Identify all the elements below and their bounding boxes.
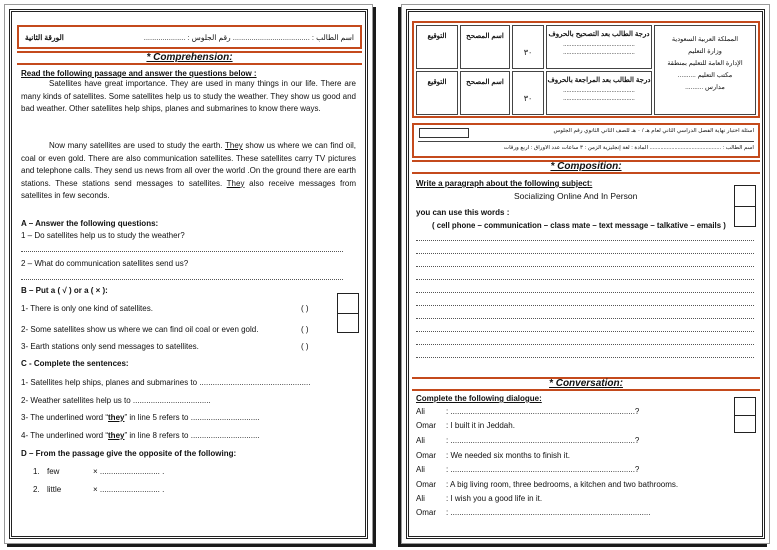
composition-line-8[interactable]	[416, 331, 754, 332]
left-exam-page	[4, 4, 373, 544]
passage-paragraph-1: Satellites have great importance. They are used in many things in our life. There are many kinds of satellites. Some satellites help us to study the weather. They show us good and bad weather. Other satellites help ships, planes and submarines to know there ways.	[21, 79, 356, 113]
composition-line-6[interactable]	[416, 305, 754, 306]
conversation-mark-box	[734, 397, 756, 433]
b-answer-3[interactable]: ( )	[301, 342, 309, 351]
total-mark-cell-1: ٣٠	[512, 25, 544, 69]
right-exam-page	[401, 4, 770, 544]
b-answer-2[interactable]: ( )	[301, 325, 309, 334]
right-header-grid	[412, 21, 760, 118]
seat-number-box[interactable]	[419, 128, 469, 138]
b-statement-1: 1- There is only one kind of satellites.	[21, 304, 153, 313]
d-item-1-word: few	[47, 467, 60, 476]
a-question-1: 1 – Do satellites help us to study the weather?	[21, 231, 185, 240]
exam-info-box	[412, 123, 760, 158]
composition-title-bar	[412, 160, 760, 174]
composition-line-3[interactable]	[416, 266, 754, 267]
signature-cell-1: التوقيع	[416, 25, 458, 69]
dialogue-line-6: : A big living room, three bedrooms, a kitchen and two bathrooms.	[446, 480, 679, 489]
section-b-title: B – Put a ( √ ) or a ( × ):	[21, 286, 108, 295]
dialogue-line-8[interactable]: : ..........................................................................................	[446, 508, 651, 517]
complete-dialogue-instruction: Complete the following dialogue:	[416, 394, 542, 403]
d-item-1-answer[interactable]: × ........................... .	[93, 467, 165, 476]
comprehension-title: * Comprehension:	[146, 52, 233, 63]
reading-instruction: Read the following passage and answer the questions below :	[21, 69, 257, 78]
student-name-label: اسم الطالب : ..................................... رقم الجلوس : ....................	[143, 33, 354, 42]
dialogue-speaker-2: Omar	[416, 421, 436, 430]
c-sentence-4[interactable]: 4- The underlined word “they” in line 8 refers to ...............................	[21, 431, 260, 440]
c-sentence-2[interactable]: 2- Weather satellites help us to ...................................	[21, 396, 211, 405]
corrector-name-cell: اسم المصحح	[460, 25, 510, 69]
a-question-2: 2 – What do communication satellites send us?	[21, 259, 189, 268]
dialogue-speaker-4: Omar	[416, 451, 436, 460]
exam-info-line-2: اسم الطالب : .............................................. المادة : لغة إنجليزية الزمن : ٣ ساعات عدد الأوراق : أربع ورقات	[503, 145, 754, 151]
kingdom-header-cell: المملكة العربية السعودية وزارة التعليم الإدارة العامة للتعليم بمنطقة مكتب التعليم .......... مدارس ..........	[654, 25, 756, 115]
c-sentence-3[interactable]: 3- The underlined word “they” in line 5 refers to ...............................	[21, 413, 260, 422]
d-item-2-word: little	[47, 485, 62, 494]
composition-subject: Socializing Online And In Person	[514, 191, 638, 201]
d-item-2-number: 2.	[33, 485, 40, 494]
d-item-2-answer[interactable]: × ........................... .	[93, 485, 165, 494]
grade-after-review-cell: درجة الطالب بعد المراجعة بالحروف ........................................... ...........................................	[546, 71, 652, 115]
composition-line-2[interactable]	[416, 253, 754, 254]
b-statement-2: 2- Some satellites show us where we can find oil coal or even gold.	[21, 325, 259, 334]
c-sentence-1[interactable]: 1- Satellites help ships, planes and submarines to ..................................................	[21, 378, 311, 387]
composition-line-10[interactable]	[416, 357, 754, 358]
composition-line-9[interactable]	[416, 344, 754, 345]
composition-mark-box	[734, 185, 756, 227]
suggested-words: ( cell phone – communication – class mate – text message – talkative – emails )	[432, 221, 726, 230]
passage-paragraph-2: Now many satellites are used to study the earth. They show us where we can find oil, coal or even gold. There are also communication satellites. These satellites carry TV pictures and telephone calls. They send us news from all over the world .On the ground there are earth stations. These stations send messages to satellites. They also receive messages from satellites in few seconds.	[21, 141, 356, 200]
dialogue-line-5[interactable]: : ...................................................................................?	[446, 465, 640, 474]
dialogue-speaker-3: Ali	[416, 436, 425, 445]
dialogue-speaker-8: Omar	[416, 508, 436, 517]
composition-line-7[interactable]	[416, 318, 754, 319]
total-mark-cell-2: ٣٠	[512, 71, 544, 115]
dialogue-speaker-7: Ali	[416, 494, 425, 503]
signature-cell-2: التوقيع	[416, 71, 458, 115]
dialogue-line-3[interactable]: : ...................................................................................?	[446, 436, 640, 445]
dialogue-line-4: : We needed six months to finish it.	[446, 451, 570, 460]
section-a-title: A – Answer the following questions:	[21, 219, 159, 228]
dialogue-speaker-6: Omar	[416, 480, 436, 489]
section-b-mark-box	[337, 293, 359, 333]
composition-title: * Composition:	[550, 161, 622, 172]
composition-line-5[interactable]	[416, 292, 754, 293]
a-answer-line-2[interactable]	[21, 279, 343, 280]
conversation-title: * Conversation:	[549, 378, 623, 389]
a-answer-line-1[interactable]	[21, 251, 343, 252]
reviewer-name-cell: اسم المصحح	[460, 71, 510, 115]
b-statement-3: 3- Earth stations only send messages to satellites.	[21, 342, 199, 351]
dialogue-line-1[interactable]: : ...................................................................................?	[446, 407, 640, 416]
use-words-label: you can use this words :	[416, 208, 510, 217]
write-paragraph-instruction: Write a paragraph about the following subject:	[416, 179, 593, 188]
dialogue-speaker-1: Ali	[416, 407, 425, 416]
grade-after-correction-cell: درجة الطالب بعد التصحيح بالحروف ........................................... ...........................................	[546, 25, 652, 69]
conversation-title-bar	[412, 377, 760, 391]
dialogue-line-7: : I wish you a good life in it.	[446, 494, 543, 503]
comprehension-title-bar	[17, 51, 362, 65]
exam-info-line-1: أسئلة اختبار نهاية الفصل الدراسي الثاني لعام هـ / ٠ هـ للصف الثاني الثانوي رقم الجلوس	[553, 128, 754, 134]
left-header-box	[17, 25, 362, 49]
dialogue-line-2: : I built it in Jeddah.	[446, 421, 515, 430]
composition-line-4[interactable]	[416, 279, 754, 280]
section-c-title: C - Complete the sentences:	[21, 359, 129, 368]
section-d-title: D – From the passage give the opposite of the following:	[21, 449, 237, 458]
dialogue-speaker-5: Ali	[416, 465, 425, 474]
sheet-label: الورقة الثانية	[25, 33, 64, 42]
b-answer-1[interactable]: ( )	[301, 304, 309, 313]
d-item-1-number: 1.	[33, 467, 40, 476]
composition-line-1[interactable]	[416, 240, 754, 241]
